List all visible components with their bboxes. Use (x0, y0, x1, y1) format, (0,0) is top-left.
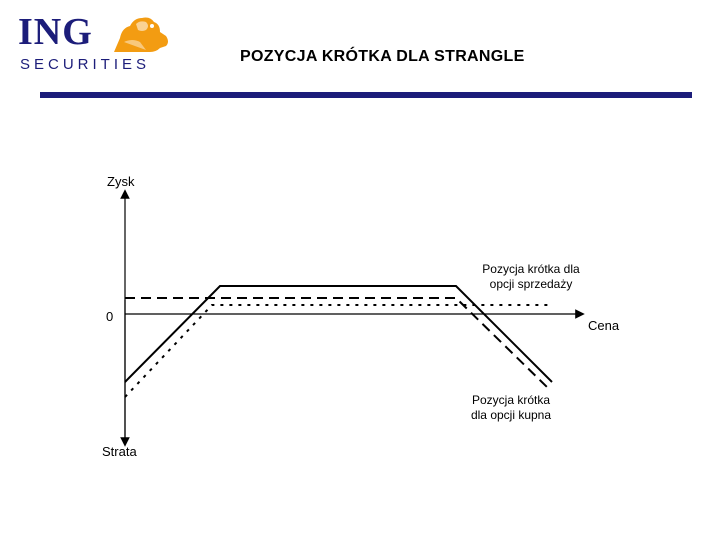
y-axis-label-top: Zysk (107, 174, 135, 189)
label-short-put-line2: opcji sprzedaży (489, 277, 573, 291)
y-axis-label-bottom: Strata (102, 444, 137, 459)
logo-wordmark: ING (18, 11, 93, 53)
page-title: POZYCJA KRÓTKA DLA STRANGLE (240, 48, 525, 65)
logo-subtitle: SECURITIES (20, 56, 151, 73)
short-call-line (125, 298, 548, 388)
label-short-call-line2: dla opcji kupna (470, 408, 552, 422)
strangle-payoff-line (125, 286, 552, 382)
x-axis-label: Cena (588, 318, 620, 333)
label-short-call-line1: Pozycja krótka (471, 393, 551, 407)
zero-label: 0 (106, 309, 114, 324)
label-short-put-line1: Pozycja krótka dla (482, 262, 580, 276)
